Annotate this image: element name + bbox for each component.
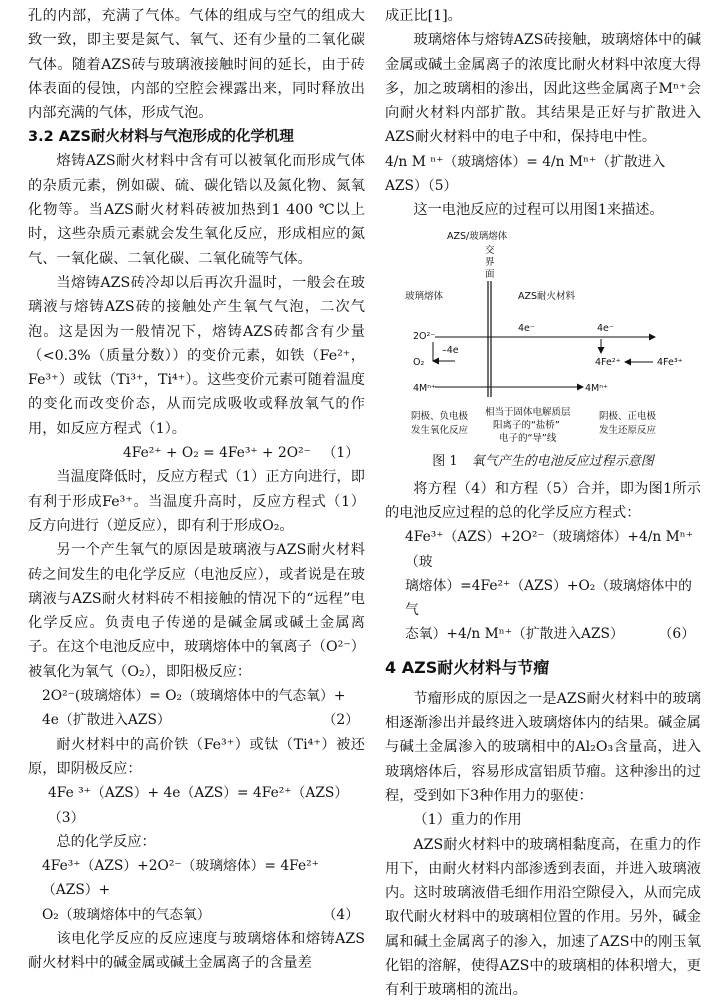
anode-label-line-1: 阴极、负电极 bbox=[411, 410, 469, 422]
electrolyte-label-line-1: 相当于固体电解质层 bbox=[485, 406, 571, 418]
label-4e-middle: 4e⁻ bbox=[518, 322, 535, 334]
paragraph: 当温度降低时，反应方程式（1）正方向进行，即有利于形成Fe³⁺。当温度升高时，反应方程式（1）反方向进行（逆反应），即有利于形成O₂。 bbox=[28, 469, 365, 534]
equation-6-line-3 bbox=[385, 622, 701, 646]
equation-4-line-2 bbox=[28, 903, 365, 927]
equation-text: 4e（扩散进入AZS） bbox=[42, 712, 171, 729]
cathode-label-line-2: 发生还原反应 bbox=[599, 424, 657, 436]
label-4e-right: 4e⁻ bbox=[597, 322, 614, 334]
glass-melt-title: 玻璃熔体 bbox=[405, 290, 444, 302]
caption-number: 图 1 bbox=[432, 453, 458, 469]
equation-number: （6） bbox=[658, 626, 695, 643]
equation-number: （1） bbox=[322, 445, 359, 462]
paragraph: 孔的内部，充满了气体。气体的组成与空气的组成大致一致，即主要是氮气、氧气、还有少量的二氧化碳气体。随着AZS砖与玻璃液接触时间的延长，由于砖体表面的侵蚀，内部的空腔会裸露出来，同时释放出内部充满的气体，形成气泡。 bbox=[28, 8, 365, 122]
equation-6-line-1: 4Fe³⁺（AZS）+2O²⁻（玻璃熔体）+4/n Mⁿ⁺（玻 bbox=[405, 529, 694, 570]
label-4fe2: 4Fe²⁺ bbox=[595, 356, 621, 368]
equation-number: （4） bbox=[322, 906, 359, 923]
paragraph: 该电化学反应的反应速度与玻璃熔体和熔铸AZS耐火材料中的碱金属或碱土金属离子的含量差 bbox=[28, 930, 365, 972]
caption-text: 氧气产生的电池反应过程示意图 bbox=[471, 453, 654, 469]
interface-label-char: 面 bbox=[485, 268, 495, 280]
paragraph: 将方程（4）和方程（5）合并，即为图1所示的电池反应过程的总的化学反应方程式： bbox=[385, 480, 701, 521]
equation-text: 态氧）+4/n Mⁿ⁺（扩散进入AZS） bbox=[405, 626, 624, 643]
label-4m-left: 4Mⁿ⁺ bbox=[413, 382, 437, 394]
equation-5: 4/n M ⁿ⁺（玻璃熔体）= 4/n Mⁿ⁺（扩散进入AZS）（5） bbox=[385, 153, 666, 195]
paragraph: 总的化学反应： bbox=[56, 833, 156, 850]
equation-2-line-2 bbox=[28, 708, 365, 732]
equation-6-line-2: 璃熔体）=4Fe²⁺（AZS）+O₂（玻璃熔体中的气 bbox=[405, 577, 692, 619]
interface-top-label: AZS/玻璃熔体 bbox=[447, 230, 508, 242]
paragraph: 另一个产生氧气的原因是玻璃液与AZS耐火材料砖之间发生的电化学反应（电池反应），或者说是在玻璃液与AZS耐火材料砖不相接触的情况下的“远程”电化学反应。负责电子传递的是碱金属或碱土金属离子。在这个电池反应中，玻璃熔体中的氧离子（O²⁻）被氧化为氧气（O₂），即阳极反应： bbox=[28, 542, 365, 680]
list-item-heading: （1）重力的作用 bbox=[413, 812, 522, 829]
paragraph: 熔铸AZS耐火材料中含有可以被氧化而形成气体的杂质元素，例如碳、硫、碳化锆以及氮化物、氮氧化物等。当AZS耐火材料砖被加热到1 400 ℃以上时，这些杂质元素就会发生氧化反应，形成相应的氮气、一氧化碳、二氧化碳、二氧化硫等气体。 bbox=[28, 153, 365, 267]
electrolyte-label-line-3: 电子的“导”线 bbox=[499, 432, 557, 444]
label-4fe3: 4Fe³⁺ bbox=[657, 356, 683, 368]
section-heading-3-2: 3.2 AZS耐火材料与气泡形成的化学机理 bbox=[28, 129, 294, 146]
equation-1 bbox=[28, 441, 365, 465]
interface-label-char: 交 bbox=[485, 244, 495, 256]
equation-3: 4Fe ³⁺（AZS）+ 4e（AZS）= 4Fe²⁺（AZS）（3） bbox=[48, 785, 349, 826]
paragraph: 节瘤形成的原因之一是AZS耐火材料中的玻璃相逐渐渗出并最终进入玻璃熔体内的结果。碱金属与碱土金属渗入的玻璃相中的Al₂O₃含量高，进入玻璃熔体后，容易形成富铝质节瘤。这种渗出的过程，受到如下3种作用力的驱使： bbox=[385, 690, 701, 804]
equation-2-line-1: 2O²⁻(玻璃熔体）= O₂（玻璃熔体中的气态氧）+ bbox=[42, 688, 346, 705]
interface-label-char: 界 bbox=[485, 256, 495, 268]
section-heading-4: 4 AZS耐火材料与节瘤 bbox=[385, 657, 550, 677]
paragraph: 成正比[1]。 bbox=[385, 8, 462, 24]
electrolyte-label-line-2: 阳离子的“盐桥” bbox=[493, 419, 560, 431]
paragraph: 当熔铸AZS砖冷却以后再次升温时，一般会在玻璃液与熔铸AZS砖的接触处产生氧气气泡，二次气泡。这是因为一般情况下，熔铸AZS砖都含有少量（<0.3%（质量分数））的变价元素，如铁（Fe²⁺，Fe³⁺）或钛（Ti³⁺，Ti⁴⁺）。这些变价元素可随着温度的变化而改变价态，从而完成吸收或释放氧气的作用，如反应方程式（1）。 bbox=[28, 274, 365, 437]
paragraph: 耐火材料中的高价铁（Fe³⁺）或钛（Ti⁴⁺）被还原，即阴极反应： bbox=[28, 736, 365, 777]
azs-refractory-title: AZS耐火材料 bbox=[518, 290, 576, 302]
label-minus-4e: –4e bbox=[442, 344, 459, 356]
label-2o: 2O²⁻ bbox=[413, 330, 436, 342]
equation-text: 4Fe²⁺ + O₂ = 4Fe³⁺ + 2O²⁻ bbox=[123, 445, 311, 462]
equation-4-line-1: 4Fe³⁺（AZS）+2O²⁻（玻璃熔体）= 4Fe²⁺（AZS）+ bbox=[42, 858, 319, 899]
equation-text: O₂（玻璃熔体中的气态氧） bbox=[42, 906, 211, 923]
battery-reaction-diagram bbox=[385, 227, 701, 451]
right-column bbox=[385, 4, 701, 1003]
anode-label-line-2: 发生氧化反应 bbox=[411, 424, 469, 436]
left-column bbox=[28, 4, 365, 976]
paragraph: 玻璃熔体与熔铸AZS砖接触，玻璃熔体中的碱金属或碱土金属离子的浓度比耐火材料中浓度大得多，加之玻璃相的渗出，因此这些金属离子Mⁿ⁺会向耐火材料内部扩散。其结果是正好与扩散进入AZS耐火材料中的电子中和，保持电中性。 bbox=[385, 32, 701, 146]
figure-1-diagram bbox=[385, 227, 701, 451]
paragraph: AZS耐火材料中的玻璃相黏度高，在重力的作用下，由耐火材料内部渗透到表面，并进入玻璃液内。这时玻璃液借毛细作用沿空隙侵入，从而完成取代耐火材料中的玻璃相位置的作用。另外，碱金属和碱土金属离子的渗入，加速了AZS中的刚玉氧化铝的溶解，使得AZS中的玻璃相的体积增大，更有利于玻璃相的流出。 bbox=[385, 836, 701, 999]
figure-caption bbox=[385, 451, 701, 473]
equation-number: （2） bbox=[322, 712, 359, 729]
paragraph: 这一电池反应的过程可以用图1来描述。 bbox=[413, 202, 664, 219]
label-4m-right: 4Mⁿ⁺ bbox=[585, 382, 609, 394]
cathode-label-line-1: 阴极、正电极 bbox=[599, 410, 657, 422]
label-o2: O₂ bbox=[413, 356, 425, 368]
